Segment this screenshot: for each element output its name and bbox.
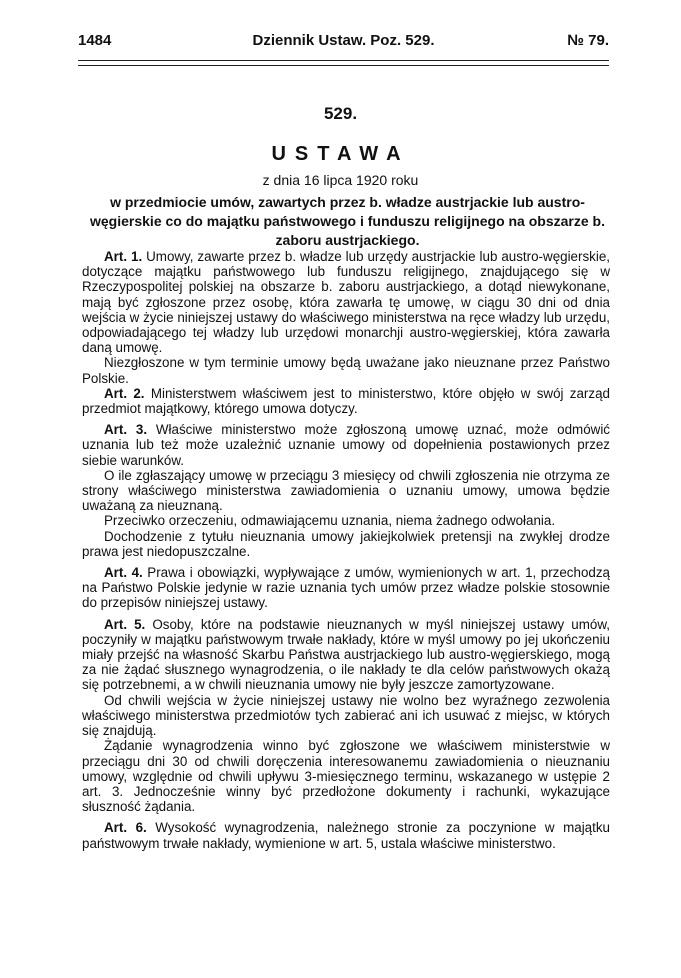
article-1 [82, 249, 610, 355]
article-text: Umowy, zawarte przez b. władze lub urzędy austrjackie lub austro-węgierskie, dotyczące majątku państwowego lub funduszu religijnego, znajdującego się w Rzeczypospolitej polskiej na obszarze b. zaboru austrjackiego, a dotąd niewykonane, mają być zgłoszone przez osobę, która zawarła tę umowę, w ciągu 30 dni od dnia wejścia w życie niniejszej ustawy do właściwego ministerstwa na ręce władzy lub urzędu, odpowiadającego tej władzy lub urzędowi monarchji austro-węgierskiej, która zawarła daną umowę. [82, 249, 610, 356]
issue-number: № 79. [567, 32, 609, 49]
document-date: z dnia 16 lipca 1920 roku [262, 172, 419, 188]
header-rule [78, 60, 609, 61]
article-4 [82, 565, 610, 611]
document-title: USTAWA [271, 143, 410, 165]
article-text: Wysokość wynagrodzenia, należnego stronie za poczynione w majątku państwowym trwałe nakłady, wymienione w art. 5, ustala właściwe ministerstwo. [82, 820, 610, 851]
article-label: Art. 3. [104, 422, 148, 438]
document-body [82, 249, 610, 851]
article-5 [82, 617, 610, 693]
journal-title: Dziennik Ustaw. Poz. 529. [252, 32, 435, 49]
article-text: Ministerstwem właściwem jest to ministerstwo, które objęło w swój zarząd przedmiot majątkowy, którego umowa dotyczy. [82, 385, 610, 417]
article-paragraph: O ile zgłaszający umowę w przeciągu 3 miesięcy od chwili zgłoszenia nie otrzyma ze strony właściwego ministerstwa zawiadomienia o uznaniu umowy, umowa będzie uważaną za nieuznaną. [82, 467, 610, 514]
article-text: Prawa i obowiązki, wypływające z umów, wymienionych w art. 1, przechodzą na Państwo Polskie jedynie w razie uznania tych umów przez władze polskie stosownie do przepisów niniejszej ustawy. [82, 565, 610, 611]
position-number: 529. [323, 104, 358, 123]
document-subtitle: w przedmiocie umów, zawartych przez b. władze austrjackie lub austro-węgierskie co do majątku państwowego i funduszu religijnego na obszarze b. zaboru austrjackiego. [90, 194, 605, 248]
article-2 [82, 386, 610, 416]
article-text: Osoby, które na podstawie nieuznanych w myśl niniejszej ustawy umów, poczyniły w majątku państwowym trwałe nakłady, które w myśl umowy po jej ukończeniu miały przejść na własność Skarbu Państwa austrjackiego lub austro-węgierskiego, mogą za nie żądać słusznego wynagrodzenia, o ile nakłady te dla celów państwowych okażą się potrzebnemi, a w chwili nieuznania umowy nie były jeszcze zamortyzowane. [82, 616, 610, 693]
article-paragraph: Dochodzenie z tytułu nieuznania umowy jakiejkolwiek pretensji na zwykłej drodze prawa jest niedopuszczalne. [82, 528, 610, 559]
page-header [78, 32, 609, 56]
article-label: Art. 1. [104, 249, 143, 264]
page-number: 1484 [78, 32, 112, 49]
article-label: Art. 5. [104, 616, 146, 632]
article-paragraph: Przeciwko orzeczeniu, odmawiającemu uznania, niema żadnego odwołania. [104, 513, 556, 529]
article-label: Art. 2. [104, 385, 145, 401]
article-3 [82, 422, 610, 468]
article-text: Właściwe ministerstwo może zgłoszoną umowę uznać, może odmówić uznania lub też może uzależnić uznanie umowy od dopełnienia postawionych przez siebie warunków. [82, 422, 610, 468]
article-paragraph: Niezgłoszone w tym terminie umowy będą uważane jako nieuznane przez Państwo Polskie. [82, 355, 610, 386]
article-paragraph: Żądanie wynagrodzenia winno być zgłoszone we właściwem ministerstwie w przeciągu dni 30 od chwili doręczenia interesowanemu zawiadomienia o nieuznaniu umowy, względnie od chwili upływu 3-miesięcznego terminu, wskazanego w ustępie 2 art. 3. Jednocześnie winny być przedłożone dokumenty i rachunki, wykazujące słuszność żądania. [82, 738, 610, 815]
article-label: Art. 6. [104, 820, 147, 836]
header-rule-thin [78, 65, 609, 66]
article-6 [82, 820, 610, 850]
article-label: Art. 4. [104, 565, 143, 581]
article-paragraph: Od chwili wejścia w życie niniejszej ustawy nie wolno bez wyraźnego zezwolenia właściwego ministerstwa przedmiotów tych zabierać ani ich usuwać z miejsc, w których się znajdują. [82, 692, 610, 739]
